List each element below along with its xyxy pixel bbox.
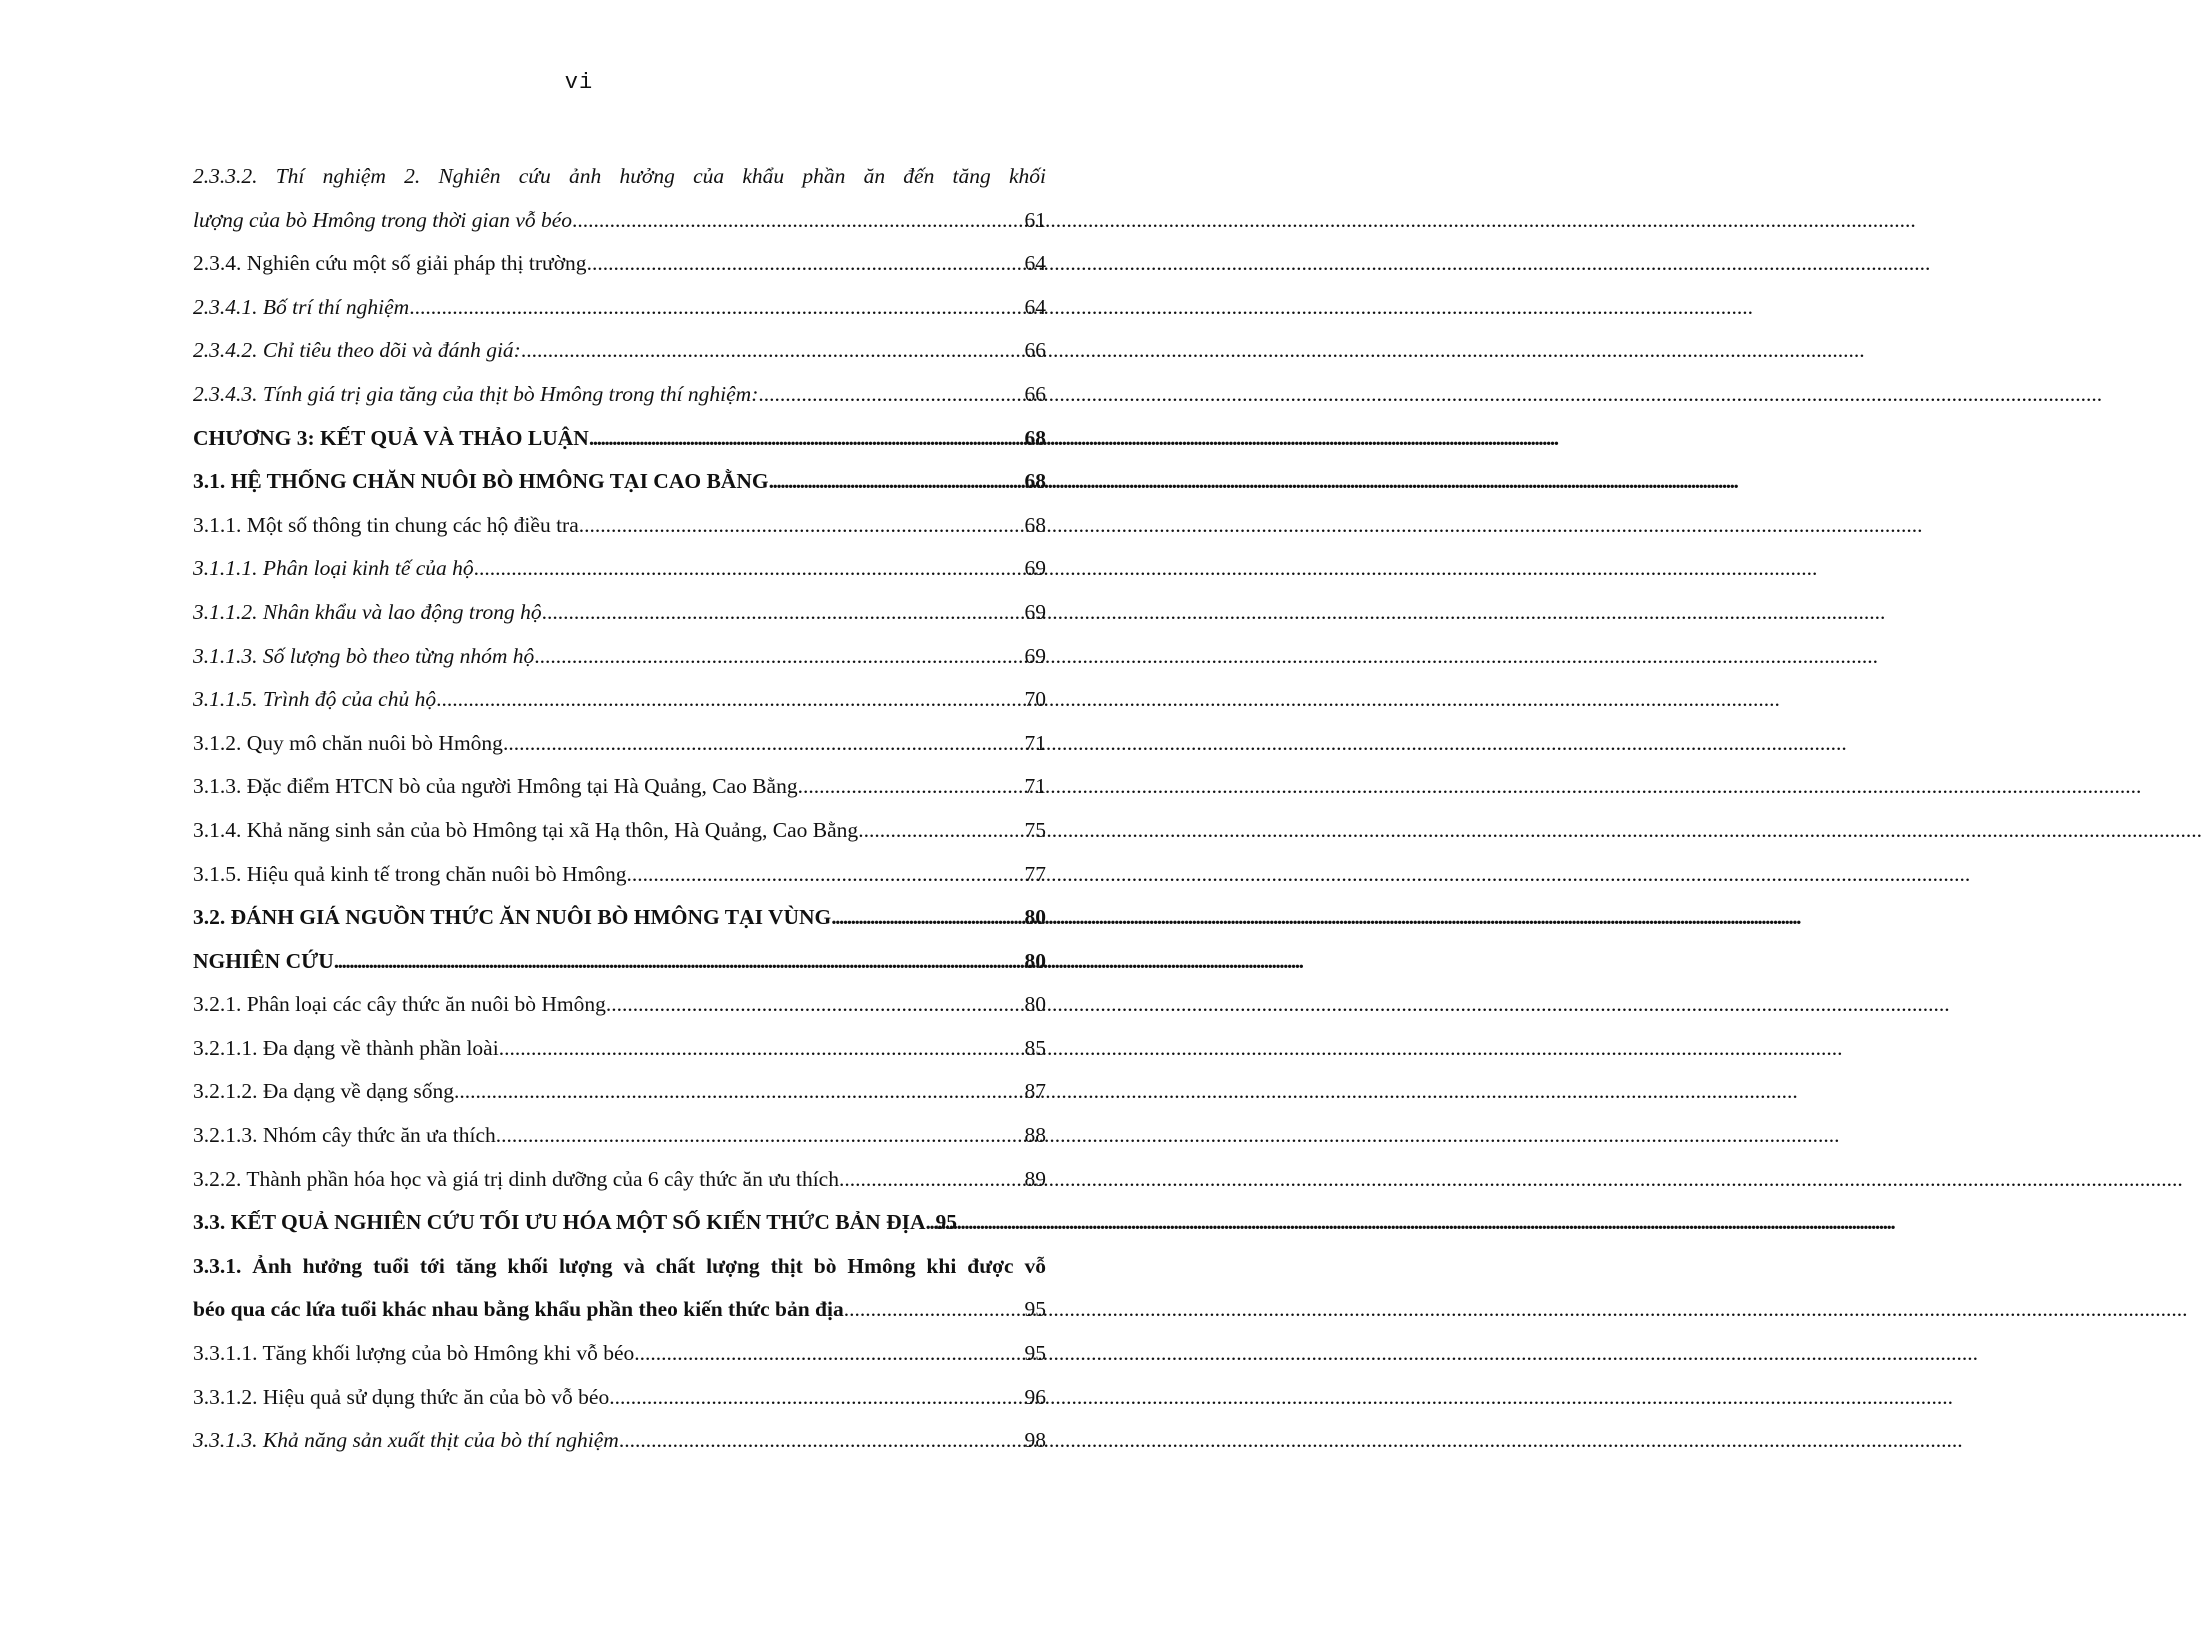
toc-entry-page: 88 [1024,1123,1046,1148]
toc-entry-title: 3.2.1. Phân loại các cây thức ăn nuôi bò Hmông [193,992,606,1017]
toc-entry-title: 3.2.1.3. Nhóm cây thức ăn ưa thích [193,1123,496,1148]
toc-entry-page: 69 [1024,643,1046,668]
toc-entry-title: 3.1.1.5. Trình độ của chủ hộ [193,687,437,712]
toc-leader-dots [409,286,1024,330]
toc-entry-page: 68 [1024,425,1046,450]
toc-entry-page: 61 [1024,207,1046,232]
toc-entry-page: 98 [1024,1428,1046,1453]
toc-entry-title: 3.1.2. Quy mô chăn nuôi bò Hmông [193,730,503,755]
toc-entry-page: 87 [1024,1079,1046,1104]
toc-entry[interactable] [193,765,1046,809]
toc-entry-page: 80 [1024,948,1046,973]
toc-entry[interactable] [193,809,1046,853]
toc-leader-dots [474,547,1025,591]
toc-entry-page: 96 [1024,1384,1046,1409]
toc-leader-dots [619,1419,1025,1463]
toc-leader-dots [334,940,1025,984]
toc-entry-page: 95 [1024,1297,1046,1322]
toc-leader-dots [521,329,1025,373]
toc-leader-dots [587,242,1025,286]
toc-entry[interactable] [193,242,1046,286]
toc-entry-title: 3.3.1.2. Hiệu quả sử dụng thức ăn của bò vỗ béo [193,1384,610,1409]
toc-entry[interactable] [193,460,1046,504]
toc-entry[interactable] [193,1419,1046,1463]
toc-entry[interactable] [193,1245,1046,1289]
toc-entry-page: 80 [1024,992,1046,1017]
toc-entry[interactable] [193,940,1046,984]
toc-entry[interactable] [193,373,1046,417]
toc-entry-title: 2.3.4. Nghiên cứu một số giải pháp thị trường [193,251,587,276]
toc-entry-page: 68 [1024,512,1046,537]
toc-entry-page: 69 [1024,599,1046,624]
toc-entry[interactable] [193,504,1046,548]
toc-entry[interactable] [193,1158,1046,1202]
toc-entry[interactable] [193,1114,1046,1158]
toc-entry-page: 89 [1024,1166,1046,1191]
toc-entry-title: béo qua các lứa tuổi khác nhau bằng khẩu phần theo kiến thức bản địa [193,1297,844,1322]
toc-entry-title: lượng của bò Hmông trong thời gian vỗ béo [193,207,573,232]
toc-entry-page: 71 [1024,774,1046,799]
toc-leader-dots [542,591,1025,635]
toc-entry[interactable] [193,896,1046,940]
toc-entry-title: 3.1. HỆ THỐNG CHĂN NUÔI BÒ HMÔNG TẠI CAO BẰNG [193,469,769,494]
toc-leader-dots [454,1070,1025,1114]
toc-entry-title: 3.1.1. Một số thông tin chung các hộ điều tra [193,512,579,537]
toc-entry[interactable] [193,983,1046,1027]
toc-leader-dots [436,678,1024,722]
toc-leader-dots [769,460,1025,504]
page-number: vi [564,70,594,95]
toc-entry-page: 68 [1024,469,1046,494]
toc-entry-page: 95 [1024,1341,1046,1366]
toc-entry-title: CHƯƠNG 3: KẾT QUẢ VÀ THẢO LUẬN [193,425,589,450]
toc-entry-title: 3.1.5. Hiệu quả kinh tế trong chăn nuôi bò Hmông [193,861,627,886]
toc-leader-dots [798,765,1025,809]
toc-leader-dots [858,809,1024,853]
toc-entry[interactable] [193,1201,1046,1245]
toc-leader-dots [844,1288,1025,1332]
toc-leader-dots [572,199,1024,243]
toc-leader-dots [579,504,1025,548]
toc-entry-page: 64 [1024,251,1046,276]
toc-entry-title: NGHIÊN CỨU [193,948,334,973]
toc-leader-dots [609,1376,1024,1420]
toc-leader-dots [606,983,1025,1027]
toc-leader-dots [503,722,1025,766]
toc-leader-dots [634,1332,1024,1376]
toc-leader-dots [627,853,1025,897]
toc-entry[interactable] [193,417,1046,461]
toc-entry-page: 66 [1024,338,1046,363]
toc-entry-title: 3.3. KẾT QUẢ NGHIÊN CỨU TỐI ƯU HÓA MỘT SỐ KIẾN THỨC BẢN ĐỊA [193,1210,926,1235]
toc-entry[interactable] [193,678,1046,722]
toc-entry-page: 85 [1024,1035,1046,1060]
toc-entry-title: 3.2.2. Thành phần hóa học và giá trị dinh dưỡng của 6 cây thức ăn ưu thích [193,1166,839,1191]
toc-entry-title: 3.2.1.1. Đa dạng về thành phần loài [193,1035,499,1060]
toc-entry[interactable] [193,1070,1046,1114]
toc-entry-title: 2.3.4.1. Bố trí thí nghiệm [193,294,410,319]
toc-entry-title: 3.3.1. Ảnh hưởng tuổi tới tăng khối lượng và chất lượng thịt bò Hmông khi được vỗ [193,1253,1046,1278]
toc-entry[interactable] [193,1027,1046,1071]
toc-entry-page: 64 [1024,294,1046,319]
toc-entry[interactable] [193,1376,1046,1420]
toc-entry-title: 2.3.4.3. Tính giá trị gia tăng của thịt bò Hmông trong thí nghiệm: [193,381,759,406]
toc-entry[interactable] [193,1332,1046,1376]
toc-leader-dots [839,1158,1025,1202]
toc-entry-title: 3.2. ĐÁNH GIÁ NGUỒN THỨC ĂN NUÔI BÒ HMÔNG TẠI VÙNG [193,905,832,930]
toc-entry[interactable] [193,329,1046,373]
toc-entry-page: 95 [935,1210,957,1235]
toc-entry[interactable] [193,1288,1046,1332]
table-of-contents [193,155,1046,1463]
toc-entry[interactable] [193,635,1046,679]
toc-entry[interactable] [193,547,1046,591]
toc-leader-dots [831,896,1024,940]
toc-leader-dots [758,373,1024,417]
toc-leader-dots [534,635,1024,679]
toc-entry-page: 75 [1024,817,1046,842]
toc-entry-title: 3.1.1.1. Phân loại kinh tế của hộ [193,556,474,581]
toc-entry-title: 3.1.1.2. Nhân khẩu và lao động trong hộ [193,599,542,624]
toc-leader-dots [926,1201,936,1245]
toc-entry[interactable] [193,155,1046,199]
toc-entry-page: 66 [1024,381,1046,406]
toc-entry-title: 3.3.1.1. Tăng khối lượng của bò Hmông khi vỗ béo [193,1341,635,1366]
toc-entry-title: 3.1.1.3. Số lượng bò theo từng nhóm hộ [193,643,535,668]
toc-entry-title: 2.3.3.2. Thí nghiệm 2. Nghiên cứu ảnh hưởng của khẩu phần ăn đến tăng khối [193,164,1046,188]
toc-entry[interactable] [193,286,1046,330]
toc-entry-title: 3.1.4. Khả năng sinh sản của bò Hmông tại xã Hạ thôn, Hà Quảng, Cao Bằng [193,817,859,842]
toc-entry-page: 69 [1024,556,1046,581]
toc-leader-dots [499,1027,1025,1071]
toc-entry-title: 3.1.3. Đặc điểm HTCN bò của người Hmông tại Hà Quảng, Cao Bằng [193,774,798,799]
toc-entry-page: 71 [1024,730,1046,755]
toc-entry[interactable] [193,722,1046,766]
toc-entry[interactable] [193,199,1046,243]
toc-entry-title: 2.3.4.2. Chỉ tiêu theo dõi và đánh giá: [193,338,521,363]
toc-entry-page: 77 [1024,861,1046,886]
toc-entry-page: 70 [1024,687,1046,712]
toc-entry-page: 80 [1024,905,1046,930]
toc-leader-dots [589,417,1025,461]
toc-entry[interactable] [193,591,1046,635]
toc-entry[interactable] [193,853,1046,897]
toc-entry-title: 3.3.1.3. Khả năng sản xuất thịt của bò thí nghiệm [193,1428,619,1453]
toc-leader-dots [496,1114,1025,1158]
toc-entry-title: 3.2.1.2. Đa dạng về dạng sống [193,1079,454,1104]
